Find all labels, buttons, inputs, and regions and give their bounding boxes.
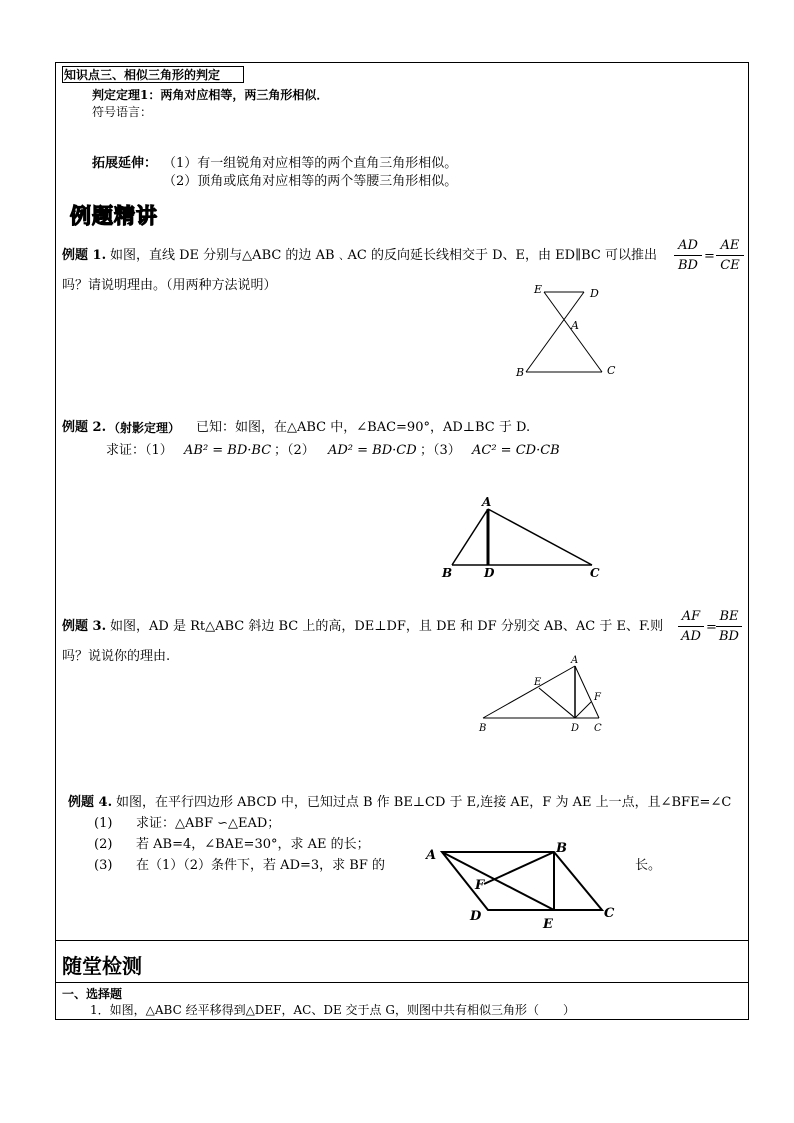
example-label: 例题 1.	[62, 248, 107, 263]
prove-label: 求证：（1）	[106, 443, 173, 458]
divider-line	[55, 982, 749, 983]
example-label: 例题 2.	[62, 420, 107, 435]
fraction	[678, 609, 704, 644]
symbol-language-label: 符号语言：	[92, 105, 153, 119]
point-label: E	[543, 917, 553, 932]
section-heading: 一、选择题	[62, 987, 123, 1001]
point-label: E	[534, 283, 543, 296]
question-number: (3)	[94, 858, 113, 873]
point-label: B	[516, 366, 525, 379]
example-text: 吗？说说你的理由.	[62, 649, 171, 664]
point-label: A	[571, 319, 579, 332]
fraction-denominator: BD	[678, 258, 698, 273]
fraction	[716, 609, 742, 644]
point-label: E	[534, 677, 542, 688]
fraction	[674, 238, 702, 273]
point-label: B	[556, 841, 567, 856]
question-number: (2)	[94, 837, 113, 852]
fraction-denominator: CE	[720, 258, 740, 273]
question-number: (1)	[94, 816, 113, 831]
fraction-denominator: BD	[719, 629, 739, 644]
question-text: 在（1）（2）条件下，若 AD=3，求 BF 的	[136, 858, 385, 873]
knowledge-heading: 知识点三、相似三角形的判定	[64, 68, 221, 82]
fraction-numerator: AF	[681, 609, 701, 624]
equation: AB² = BD·BC	[184, 443, 272, 458]
page-frame	[55, 62, 749, 1020]
fraction-numerator: AE	[720, 238, 740, 253]
classroom-test-title: 随堂检测	[62, 954, 142, 978]
question-text: 1．如图，△ABC 经平移得到△DEF，AC、DE 交于点 G，则图中共有相似三角形（ ）	[90, 1003, 575, 1017]
point-label: D	[484, 566, 495, 580]
equation: AD² = BD·CD	[328, 443, 417, 458]
question-text: 长。	[635, 858, 662, 873]
point-label: A	[482, 495, 492, 509]
point-label: D	[470, 909, 482, 924]
figure-parallelogram	[420, 838, 620, 938]
extension-item: （2）顶角或底角对应相等的两个等腰三角形相似。	[163, 174, 458, 189]
separator: ；（3）	[420, 443, 461, 458]
fraction-numerator: AD	[678, 238, 698, 253]
point-label: A	[571, 655, 579, 666]
fraction-bar	[674, 255, 702, 256]
fraction-bar	[716, 255, 744, 256]
point-label: C	[604, 906, 615, 921]
fraction-numerator: BE	[719, 609, 739, 624]
point-label: F	[594, 692, 601, 703]
example-text: 如图，AD 是 Rt△ABC 斜边 BC 上的高，DE⊥DF，且 DE 和 DF 分别交 AB、AC 于 E、F.则	[110, 619, 664, 634]
point-label: C	[590, 566, 600, 580]
point-label: C	[607, 364, 616, 377]
equals-sign: =	[706, 620, 717, 635]
point-label: C	[594, 723, 602, 734]
figure-right-triangle	[440, 495, 610, 585]
point-label: B	[479, 723, 487, 734]
extension-item: （1）有一组锐角对应相等的两个直角三角形相似。	[163, 156, 458, 171]
point-label: B	[442, 566, 453, 580]
fraction-denominator: AD	[681, 629, 701, 644]
example-text: 如图，在平行四边形 ABCD 中，已知过点 B 作 BE⊥CD 于 E,连接 AE，F 为 AE 上一点，且∠BFE=∠C	[116, 795, 732, 810]
separator: ；（2）	[274, 443, 315, 458]
divider-line	[55, 940, 749, 941]
example-text: 如图，直线 DE 分别与△ABC 的边 AB﹑AC 的反向延长线相交于 D、E，由 ED∥BC 可以推出	[110, 248, 657, 263]
example-text: 已知：如图，在△ABC 中，∠BAC=90°，AD⊥BC 于 D.	[196, 420, 531, 435]
figure-altitude-triangle	[475, 650, 615, 740]
equals-sign: =	[704, 249, 715, 264]
example-label: 例题 4.	[68, 795, 113, 810]
equation: AC² = CD·CB	[472, 443, 560, 458]
theorem-name: （射影定理）	[108, 421, 181, 435]
point-label: D	[590, 287, 599, 300]
fraction-bar	[678, 626, 704, 627]
theorem-text: 判定定理1：两角对应相等，两三角形相似．	[92, 88, 329, 102]
example-text: 吗？请说明理由。（用两种方法说明）	[62, 278, 277, 293]
extension-label: 拓展延伸：	[92, 156, 158, 171]
question-text: 求证：△ABF ∽△EAD；	[136, 816, 281, 831]
fraction-bar	[716, 626, 742, 627]
section-title: 例题精讲	[70, 204, 158, 228]
point-label: F	[475, 878, 485, 893]
point-label: A	[426, 848, 437, 863]
figure-hourglass	[500, 280, 630, 390]
point-label: D	[571, 723, 580, 734]
question-text: 若 AB=4，∠BAE=30°，求 AE 的长；	[136, 837, 370, 852]
fraction	[716, 238, 744, 273]
example-label: 例题 3.	[62, 619, 107, 634]
